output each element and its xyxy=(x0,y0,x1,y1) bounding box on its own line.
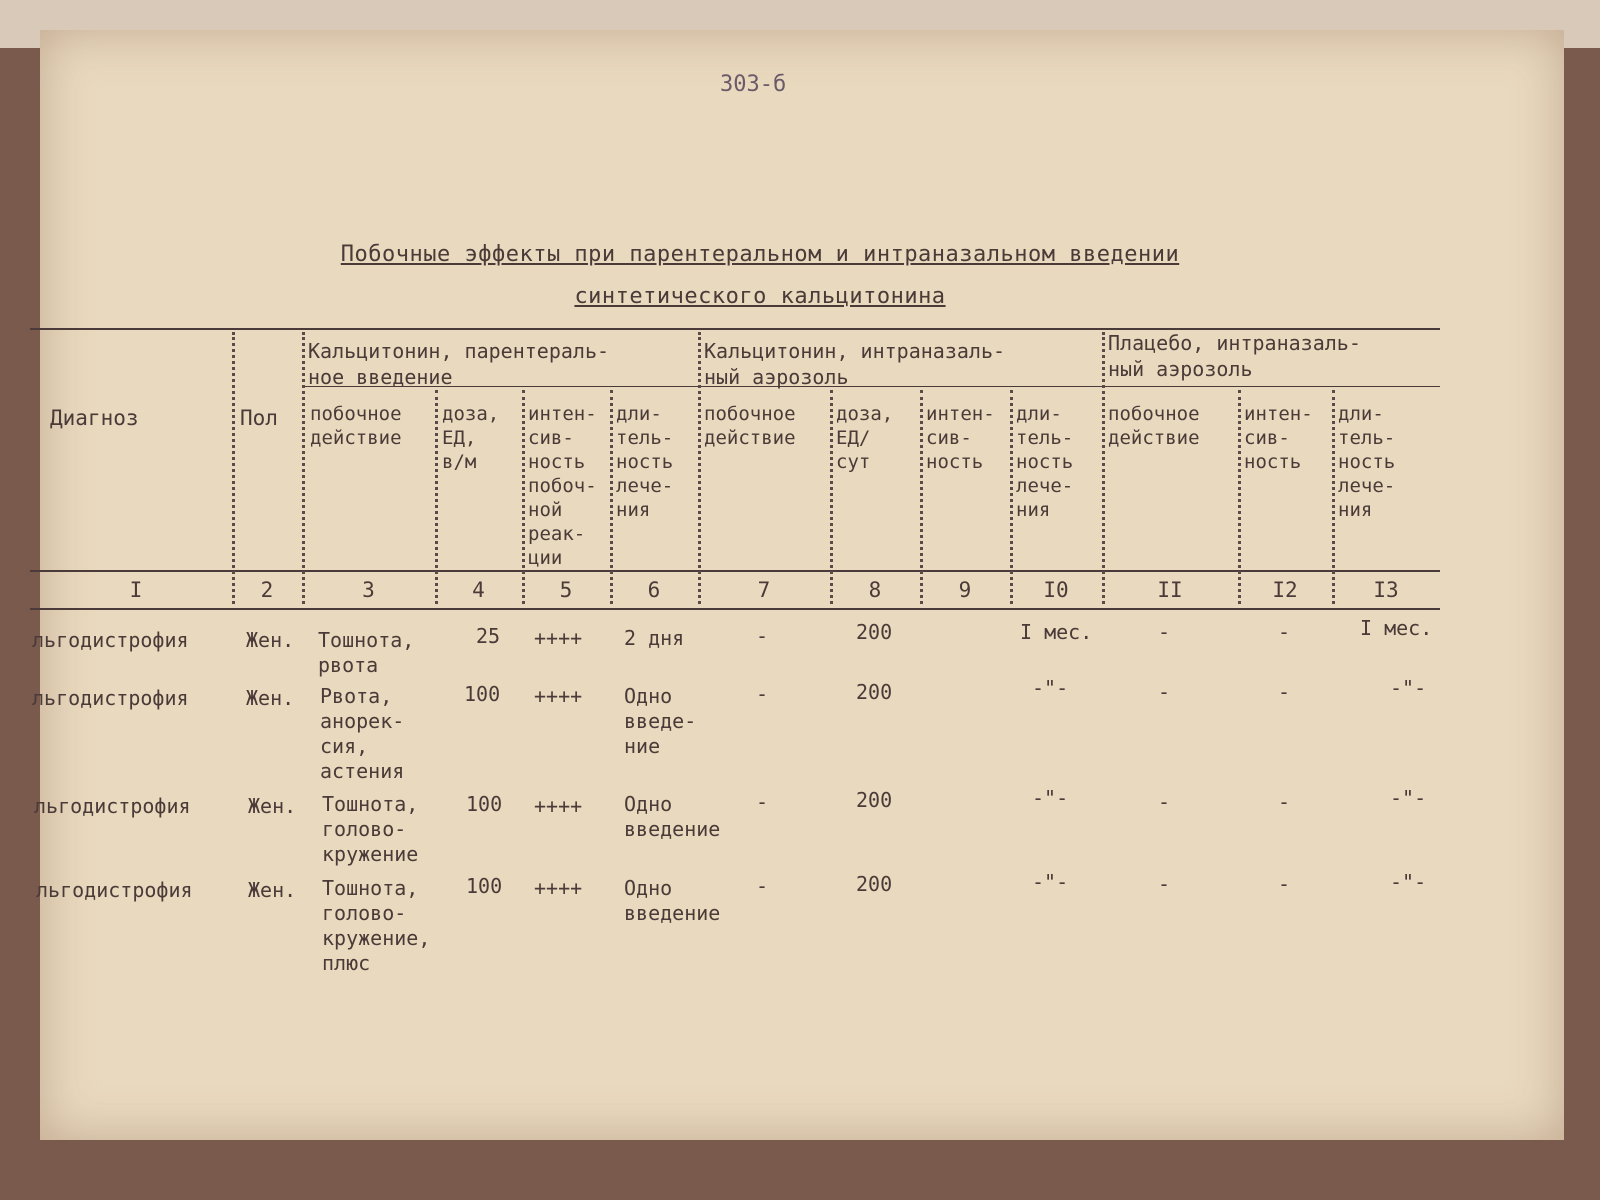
header-group-intranasal: Кальцитонин, интраназаль- ный аэрозоль xyxy=(704,339,1006,389)
header-col8: доза, ЕД/ сут xyxy=(836,403,894,473)
header-group-parenteral: Кальцитонин, парентераль- ное введение xyxy=(308,339,610,389)
header-col11: побочное действие xyxy=(1108,403,1200,449)
column-number: I2 xyxy=(1272,578,1298,602)
column-divider xyxy=(920,390,923,604)
row-pl-intensity: - xyxy=(1278,620,1291,644)
row-side-effect: Тошнота, голово- кружение, плюс xyxy=(322,876,431,975)
row-pl-duration: I мес. xyxy=(1360,616,1433,640)
column-number: II xyxy=(1157,578,1183,602)
row-duration: Одно введение xyxy=(624,792,721,841)
column-number: I3 xyxy=(1373,578,1399,602)
column-divider xyxy=(1102,332,1105,604)
row-dose: 100 xyxy=(466,874,503,898)
column-divider xyxy=(698,332,701,604)
row-pl-duration: -"- xyxy=(1390,870,1427,894)
table-title-line-1: Побочные эффекты при парентеральном и интраназальном введении xyxy=(340,242,1180,267)
column-divider xyxy=(1010,390,1013,604)
column-number: 3 xyxy=(362,578,375,602)
row-in-side-effect: - xyxy=(756,790,769,814)
column-number: 6 xyxy=(647,578,661,602)
row-duration: Одно введе- ние xyxy=(624,684,697,758)
header-sex: Пол xyxy=(240,406,278,430)
header-col9: интен- сив- ность xyxy=(926,403,995,473)
header-col4: доза, ЕД, в/м xyxy=(442,403,500,473)
column-divider xyxy=(830,390,833,604)
table-title-line-2: синтетического кальцитонина xyxy=(574,284,946,309)
row-pl-side-effect: - xyxy=(1158,790,1171,814)
row-diagnosis: льгодистрофия xyxy=(34,794,191,818)
column-number: I0 xyxy=(1043,578,1069,602)
column-numbers-rule xyxy=(30,608,1440,610)
row-in-duration: -"- xyxy=(1032,870,1069,894)
row-in-duration: -"- xyxy=(1032,676,1069,700)
column-number: 9 xyxy=(958,578,972,602)
document-page xyxy=(32,30,1564,1140)
column-number: 5 xyxy=(559,578,573,602)
row-pl-intensity: - xyxy=(1278,790,1291,814)
row-dose: 100 xyxy=(466,792,503,816)
column-divider xyxy=(1238,390,1241,604)
row-dose: 25 xyxy=(476,624,501,648)
column-divider xyxy=(302,332,305,604)
row-in-dose: 200 xyxy=(856,680,893,704)
row-intensity: ++++ xyxy=(534,876,583,900)
header-col13: дли- тель- ность лече- ния xyxy=(1338,403,1396,521)
column-number: 4 xyxy=(472,578,485,602)
row-intensity: ++++ xyxy=(534,626,583,650)
page-number: 303-б xyxy=(720,72,787,97)
row-side-effect: Тошнота, рвота xyxy=(318,628,415,677)
row-intensity: ++++ xyxy=(534,794,583,818)
row-side-effect: Рвота, анорек- сия, астения xyxy=(320,684,405,783)
column-number: 8 xyxy=(868,578,882,602)
header-col10: дли- тель- ность лече- ния xyxy=(1016,403,1074,521)
header-diagnosis: Диагноз xyxy=(50,406,139,430)
row-pl-intensity: - xyxy=(1278,872,1291,896)
header-group-placebo: Плацебо, интраназаль- ный аэрозоль xyxy=(1108,331,1361,381)
row-duration: 2 дня xyxy=(624,626,685,650)
row-in-dose: 200 xyxy=(856,620,893,644)
row-sex: Жен. xyxy=(246,686,295,710)
header-col5: интен- сив- ность побоч- ной реак- ции xyxy=(528,403,597,569)
header-col7: побочное действие xyxy=(704,403,796,449)
row-pl-duration: -"- xyxy=(1390,786,1427,810)
column-divider xyxy=(522,390,525,604)
row-sex: Жен. xyxy=(248,794,297,818)
row-intensity: ++++ xyxy=(534,684,583,708)
row-pl-intensity: - xyxy=(1278,680,1291,704)
row-in-side-effect: - xyxy=(756,874,769,898)
row-diagnosis: льгодистрофия xyxy=(32,686,189,710)
header-bottom-rule xyxy=(30,570,1440,572)
row-sex: Жен. xyxy=(248,878,297,902)
column-divider xyxy=(232,332,235,604)
row-in-dose: 200 xyxy=(856,872,893,896)
row-diagnosis: льгодистрофия xyxy=(36,878,193,902)
row-in-duration: I мес. xyxy=(1020,620,1093,644)
row-in-side-effect: - xyxy=(756,624,769,648)
row-in-dose: 200 xyxy=(856,788,893,812)
row-duration: Одно введение xyxy=(624,876,721,925)
column-number: 2 xyxy=(260,578,274,602)
column-divider xyxy=(1332,390,1335,604)
column-divider xyxy=(610,390,613,604)
header-col6: дли- тель- ность лече- ния xyxy=(616,403,674,521)
row-dose: 100 xyxy=(464,682,501,706)
column-divider xyxy=(435,390,438,604)
column-number: 7 xyxy=(757,578,771,602)
row-pl-side-effect: - xyxy=(1158,620,1171,644)
row-sex: Жен. xyxy=(246,628,295,652)
column-number: I xyxy=(129,578,143,602)
row-pl-side-effect: - xyxy=(1158,872,1171,896)
header-col3: побочное действие xyxy=(310,403,402,449)
row-pl-side-effect: - xyxy=(1158,680,1171,704)
header-col12: интен- сив- ность xyxy=(1244,403,1313,473)
row-in-side-effect: - xyxy=(756,682,769,706)
row-side-effect: Тошнота, голово- кружение xyxy=(322,792,419,866)
row-in-duration: -"- xyxy=(1032,786,1069,810)
row-diagnosis: льгодистрофия xyxy=(32,628,189,652)
row-pl-duration: -"- xyxy=(1390,676,1427,700)
